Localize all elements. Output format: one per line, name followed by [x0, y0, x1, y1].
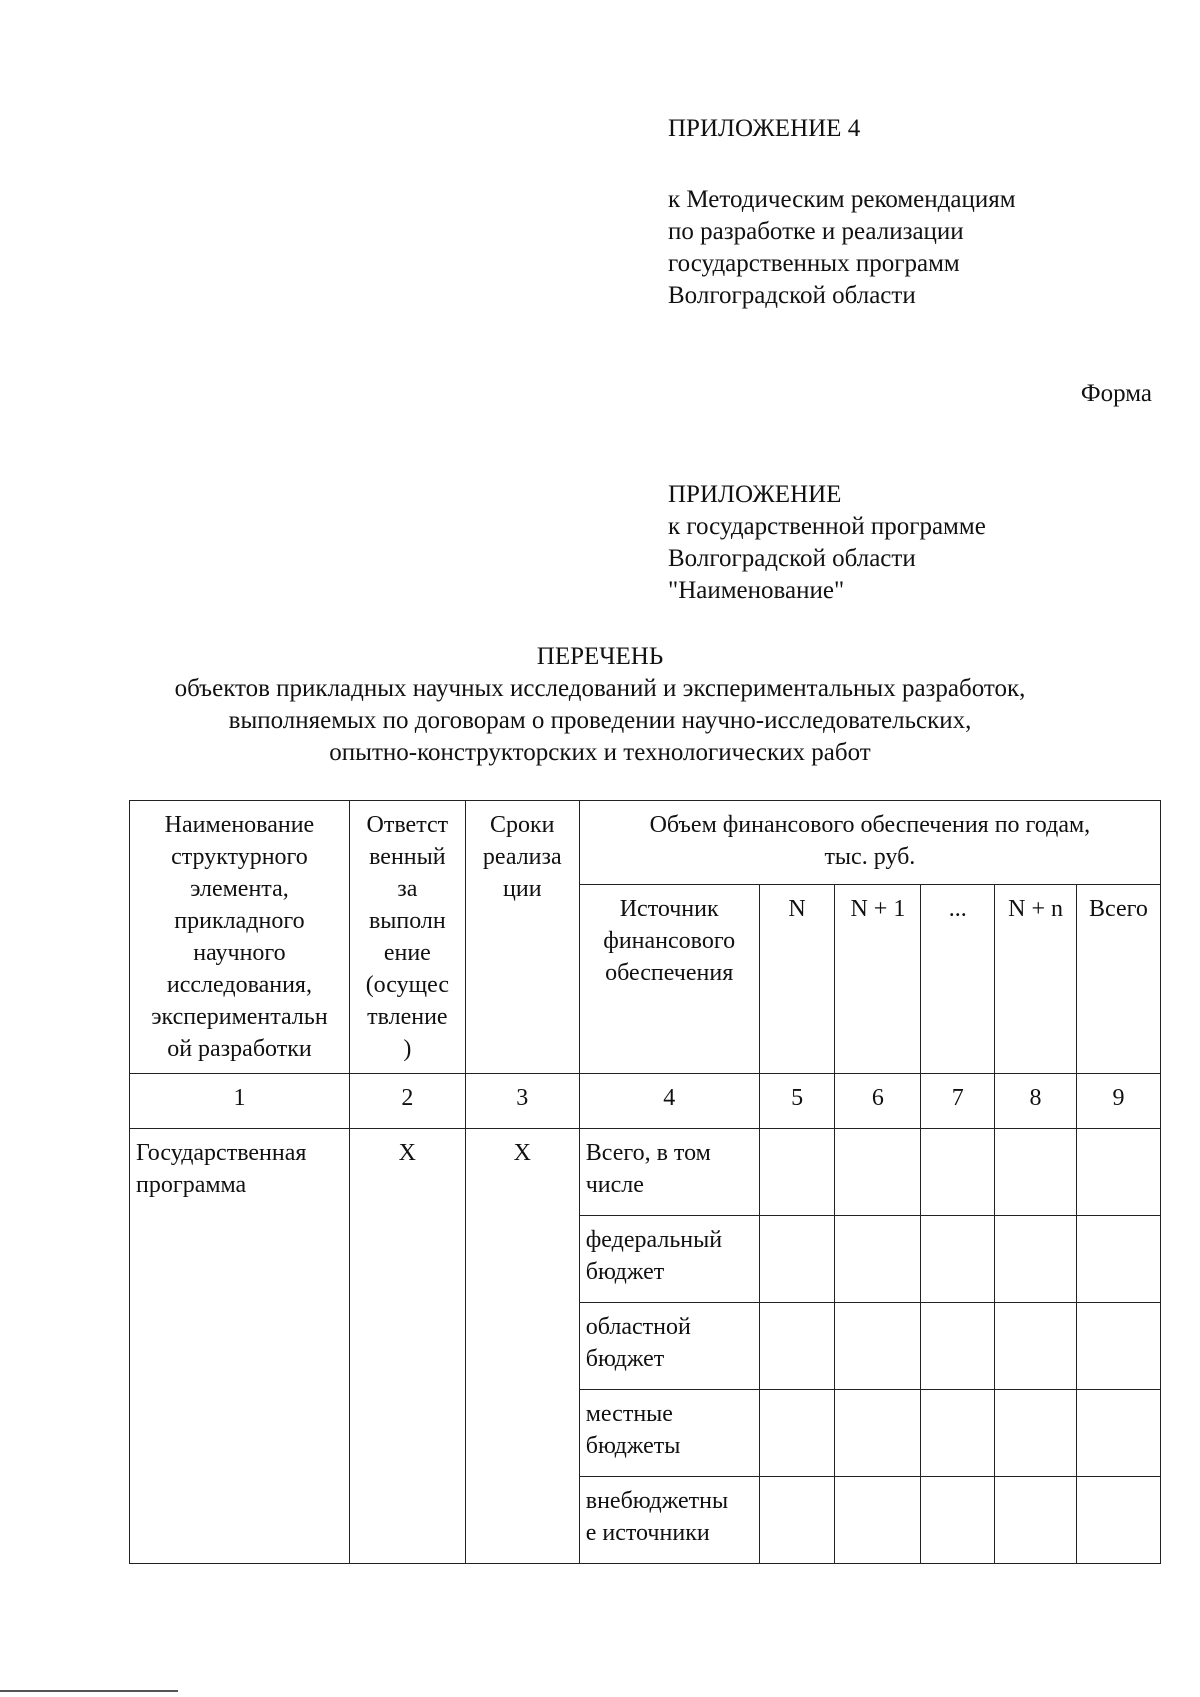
value-cell	[921, 1216, 995, 1303]
column-number: 4	[579, 1074, 759, 1129]
header-year-n-plus-1: N + 1	[835, 885, 921, 1074]
value-cell	[835, 1129, 921, 1216]
value-cell	[835, 1303, 921, 1390]
header-text: научного	[193, 940, 286, 966]
value-cell	[1076, 1477, 1160, 1564]
header-responsible	[349, 801, 465, 1074]
value-cell	[759, 1216, 835, 1303]
title-line: выполняемых по договорам о проведении научно-исследовательских,	[228, 707, 972, 734]
header-text: ение	[383, 940, 431, 966]
methodology-reference	[668, 184, 1016, 312]
value-cell	[835, 1216, 921, 1303]
column-number: 5	[759, 1074, 835, 1129]
responsible-cell: Х	[349, 1129, 465, 1564]
appendix-title: ПРИЛОЖЕНИЕ 4	[668, 115, 861, 142]
value-cell	[1076, 1216, 1160, 1303]
appendix-number	[668, 113, 860, 145]
value-cell	[995, 1477, 1077, 1564]
header-total: Всего	[1076, 885, 1160, 1074]
source-cell-local	[579, 1390, 759, 1477]
scan-edge-line	[0, 1690, 178, 1692]
value-cell	[835, 1390, 921, 1477]
column-number: 3	[465, 1074, 579, 1129]
value-cell	[1076, 1390, 1160, 1477]
program-appendix-line: "Наименование"	[668, 577, 845, 604]
value-cell	[759, 1129, 835, 1216]
header-text: исследования,	[166, 972, 312, 998]
header-text: Наименование	[164, 812, 315, 838]
cell-text: бюджет	[585, 1259, 665, 1285]
header-funding-volume	[579, 801, 1160, 885]
header-text: финансового	[603, 928, 736, 954]
header-text: тыс. руб.	[824, 844, 916, 870]
header-text: ой разработки	[167, 1036, 312, 1062]
header-text: элемента,	[190, 876, 289, 902]
program-appendix-line: ПРИЛОЖЕНИЕ	[668, 481, 842, 508]
title-line: объектов прикладных научных исследований и экспериментальных разработок,	[174, 675, 1026, 702]
header-text: экспериментальн	[151, 1004, 328, 1030]
header-year-ellipsis: ...	[921, 885, 995, 1074]
form-label: Форма	[1080, 380, 1152, 407]
value-cell	[995, 1390, 1077, 1477]
header-text: реализа	[482, 844, 562, 870]
source-cell-regional	[579, 1303, 759, 1390]
header-text: Ответст	[366, 812, 449, 838]
program-appendix-line: к государственной программе	[668, 513, 986, 540]
program-name-cell	[130, 1129, 350, 1564]
methodology-line: государственных программ	[668, 250, 960, 277]
column-number: 8	[995, 1074, 1077, 1129]
column-number: 7	[921, 1074, 995, 1129]
title-line: опытно-конструкторских и технологических работ	[329, 739, 871, 766]
cell-text: Государственная	[136, 1140, 307, 1166]
title-heading: ПЕРЕЧЕНЬ	[536, 643, 664, 670]
source-cell-extrabudgetary	[579, 1477, 759, 1564]
header-text: выполн	[368, 908, 446, 934]
header-terms	[465, 801, 579, 1074]
cell-text: внебюджетны	[585, 1488, 729, 1514]
column-number: 9	[1076, 1074, 1160, 1129]
source-cell-total	[579, 1129, 759, 1216]
header-structural-element	[130, 801, 350, 1074]
column-number: 6	[835, 1074, 921, 1129]
header-text: твление	[367, 1004, 448, 1030]
program-appendix	[668, 479, 986, 607]
value-cell	[921, 1477, 995, 1564]
header-text: Сроки	[490, 812, 555, 838]
column-numbers-row	[130, 1074, 1161, 1129]
document-title	[0, 641, 1200, 769]
column-number: 1	[130, 1074, 350, 1129]
header-text: )	[403, 1036, 412, 1062]
methodology-line: Волгоградской области	[668, 282, 916, 309]
methodology-line: к Методическим рекомендациям	[668, 186, 1016, 213]
value-cell	[759, 1477, 835, 1564]
cell-text: программа	[136, 1172, 247, 1198]
value-cell	[1076, 1303, 1160, 1390]
header-text: прикладного	[174, 908, 305, 934]
value-cell	[759, 1390, 835, 1477]
methodology-line: по разработке и реализации	[668, 218, 964, 245]
header-row	[130, 801, 1161, 885]
header-text: Объем финансового обеспечения по годам,	[649, 812, 1091, 838]
program-appendix-line: Волгоградской области	[668, 545, 916, 572]
header-text: (осущес	[365, 972, 449, 998]
column-number: 2	[349, 1074, 465, 1129]
source-cell-federal	[579, 1216, 759, 1303]
value-cell	[995, 1129, 1077, 1216]
cell-text: е источники	[585, 1520, 710, 1546]
header-text: обеспечения	[605, 960, 734, 986]
value-cell	[995, 1216, 1077, 1303]
cell-text: областной	[585, 1314, 691, 1340]
cell-text: федеральный	[585, 1227, 723, 1253]
cell-text: местные	[585, 1401, 673, 1427]
cell-text: числе	[585, 1172, 644, 1198]
cell-text: бюджеты	[585, 1433, 681, 1459]
header-text: венный	[369, 844, 446, 870]
value-cell	[921, 1390, 995, 1477]
research-objects-table	[129, 800, 1161, 1564]
table-row	[130, 1129, 1161, 1216]
header-year-n-plus-n: N + n	[995, 885, 1077, 1074]
value-cell	[1076, 1129, 1160, 1216]
header-text: Источник	[619, 896, 719, 922]
header-text: структурного	[171, 844, 308, 870]
terms-cell: Х	[465, 1129, 579, 1564]
value-cell	[995, 1303, 1077, 1390]
cell-text: бюджет	[585, 1346, 665, 1372]
header-funding-source	[579, 885, 759, 1074]
value-cell	[759, 1303, 835, 1390]
value-cell	[921, 1129, 995, 1216]
header-text: ции	[503, 876, 542, 902]
header-text: за	[397, 876, 418, 902]
value-cell	[835, 1477, 921, 1564]
header-year-n: N	[759, 885, 835, 1074]
cell-text: Всего, в том	[585, 1140, 711, 1166]
value-cell	[921, 1303, 995, 1390]
